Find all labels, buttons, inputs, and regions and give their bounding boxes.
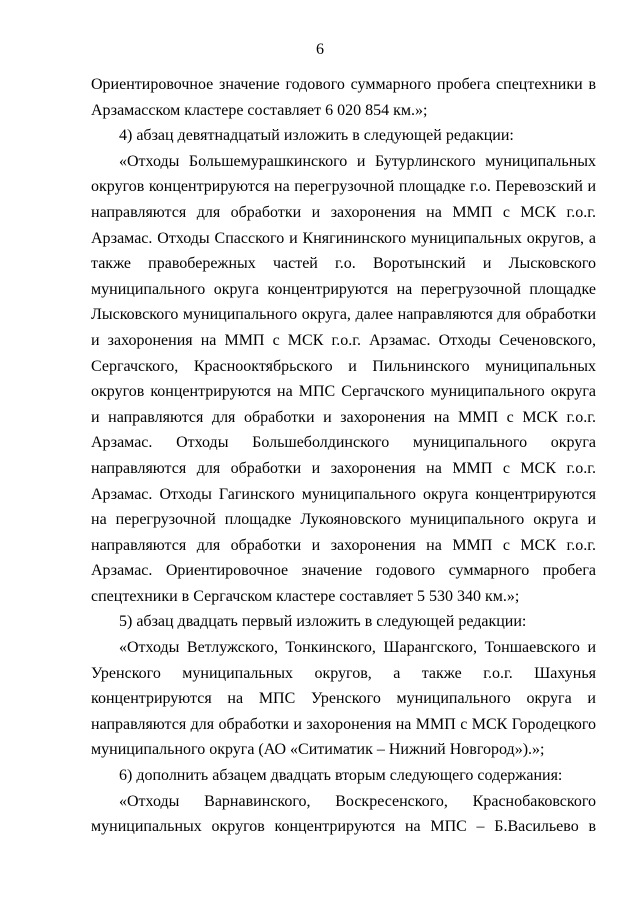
paragraph-quote-19: «Отходы Большемурашкинского и Бутурлинского муниципальных округов концентрируются на перегрузочной площадке г.о. Перевозский и направляются для обработки и захоронения на ММП с МСК г.о.г. Арзамас. Отходы Спасского и Княгининского муниципальных округов, а также правобережных частей г.о. Воротынский и Лысковского муниципального округа концентрируются на перегрузочной площадке Лысковского муниципального округа, далее направляются для обработки и захоронения на ММП с МСК г.о.г. Арзамас. Отходы Сеченовского, Сергачского, Краснооктябрьского и Пильнинского муниципальных округов концентрируются на МПС Сергачского муниципального округа и направляются для обработки и захоронения на ММП с МСК г.о.г. Арзамас. Отходы Большеболдинского муниципального округа направляются для обработки и захоронения на ММП с МСК г.о.г. Арзамас. Отходы Гагинского муниципального округа концентрируются на перегрузочной площадке Лукояновского муниципального округа и направляются для обработки и захоронения на ММП с МСК г.о.г. Арзамас. Ориентировочное значение годового суммарного пробега спецтехники в Сергачском кластере составляет 5 530 340 км.»; [91,152,596,605]
paragraph-item-6: 6) дополнить абзацем двадцать вторым следующего содержания: [119,767,563,785]
paragraph-item-4: 4) абзац девятнадцатый изложить в следующей редакции: [119,127,514,145]
paragraph-quote-22: «Отходы Варнавинского, Воскресенского, Краснобаковского муниципальных округов концентрируются на МПС – Б.Васильево в [91,792,596,836]
page-number: 6 [316,41,324,58]
paragraph-item-5: 5) абзац двадцать первый изложить в следующей редакции: [119,613,527,631]
paragraph-quote-21: «Отходы Ветлужского, Тонкинского, Шарангского, Тоншаевского и Уренского муниципальных округов, а также г.о.г. Шахунья концентрируются на МПС Уренского муниципального округа и направляются для обработки и захоронения на ММП с МСК Городецкого муниципального округа (АО «Ситиматик – Нижний Новгород»).»; [91,639,596,759]
paragraph-continuation: Ориентировочное значение годового суммарного пробега спецтехники в Арзамасском кластере составляет 6 020 854 км.»; [91,76,596,119]
document-body [91,72,596,840]
